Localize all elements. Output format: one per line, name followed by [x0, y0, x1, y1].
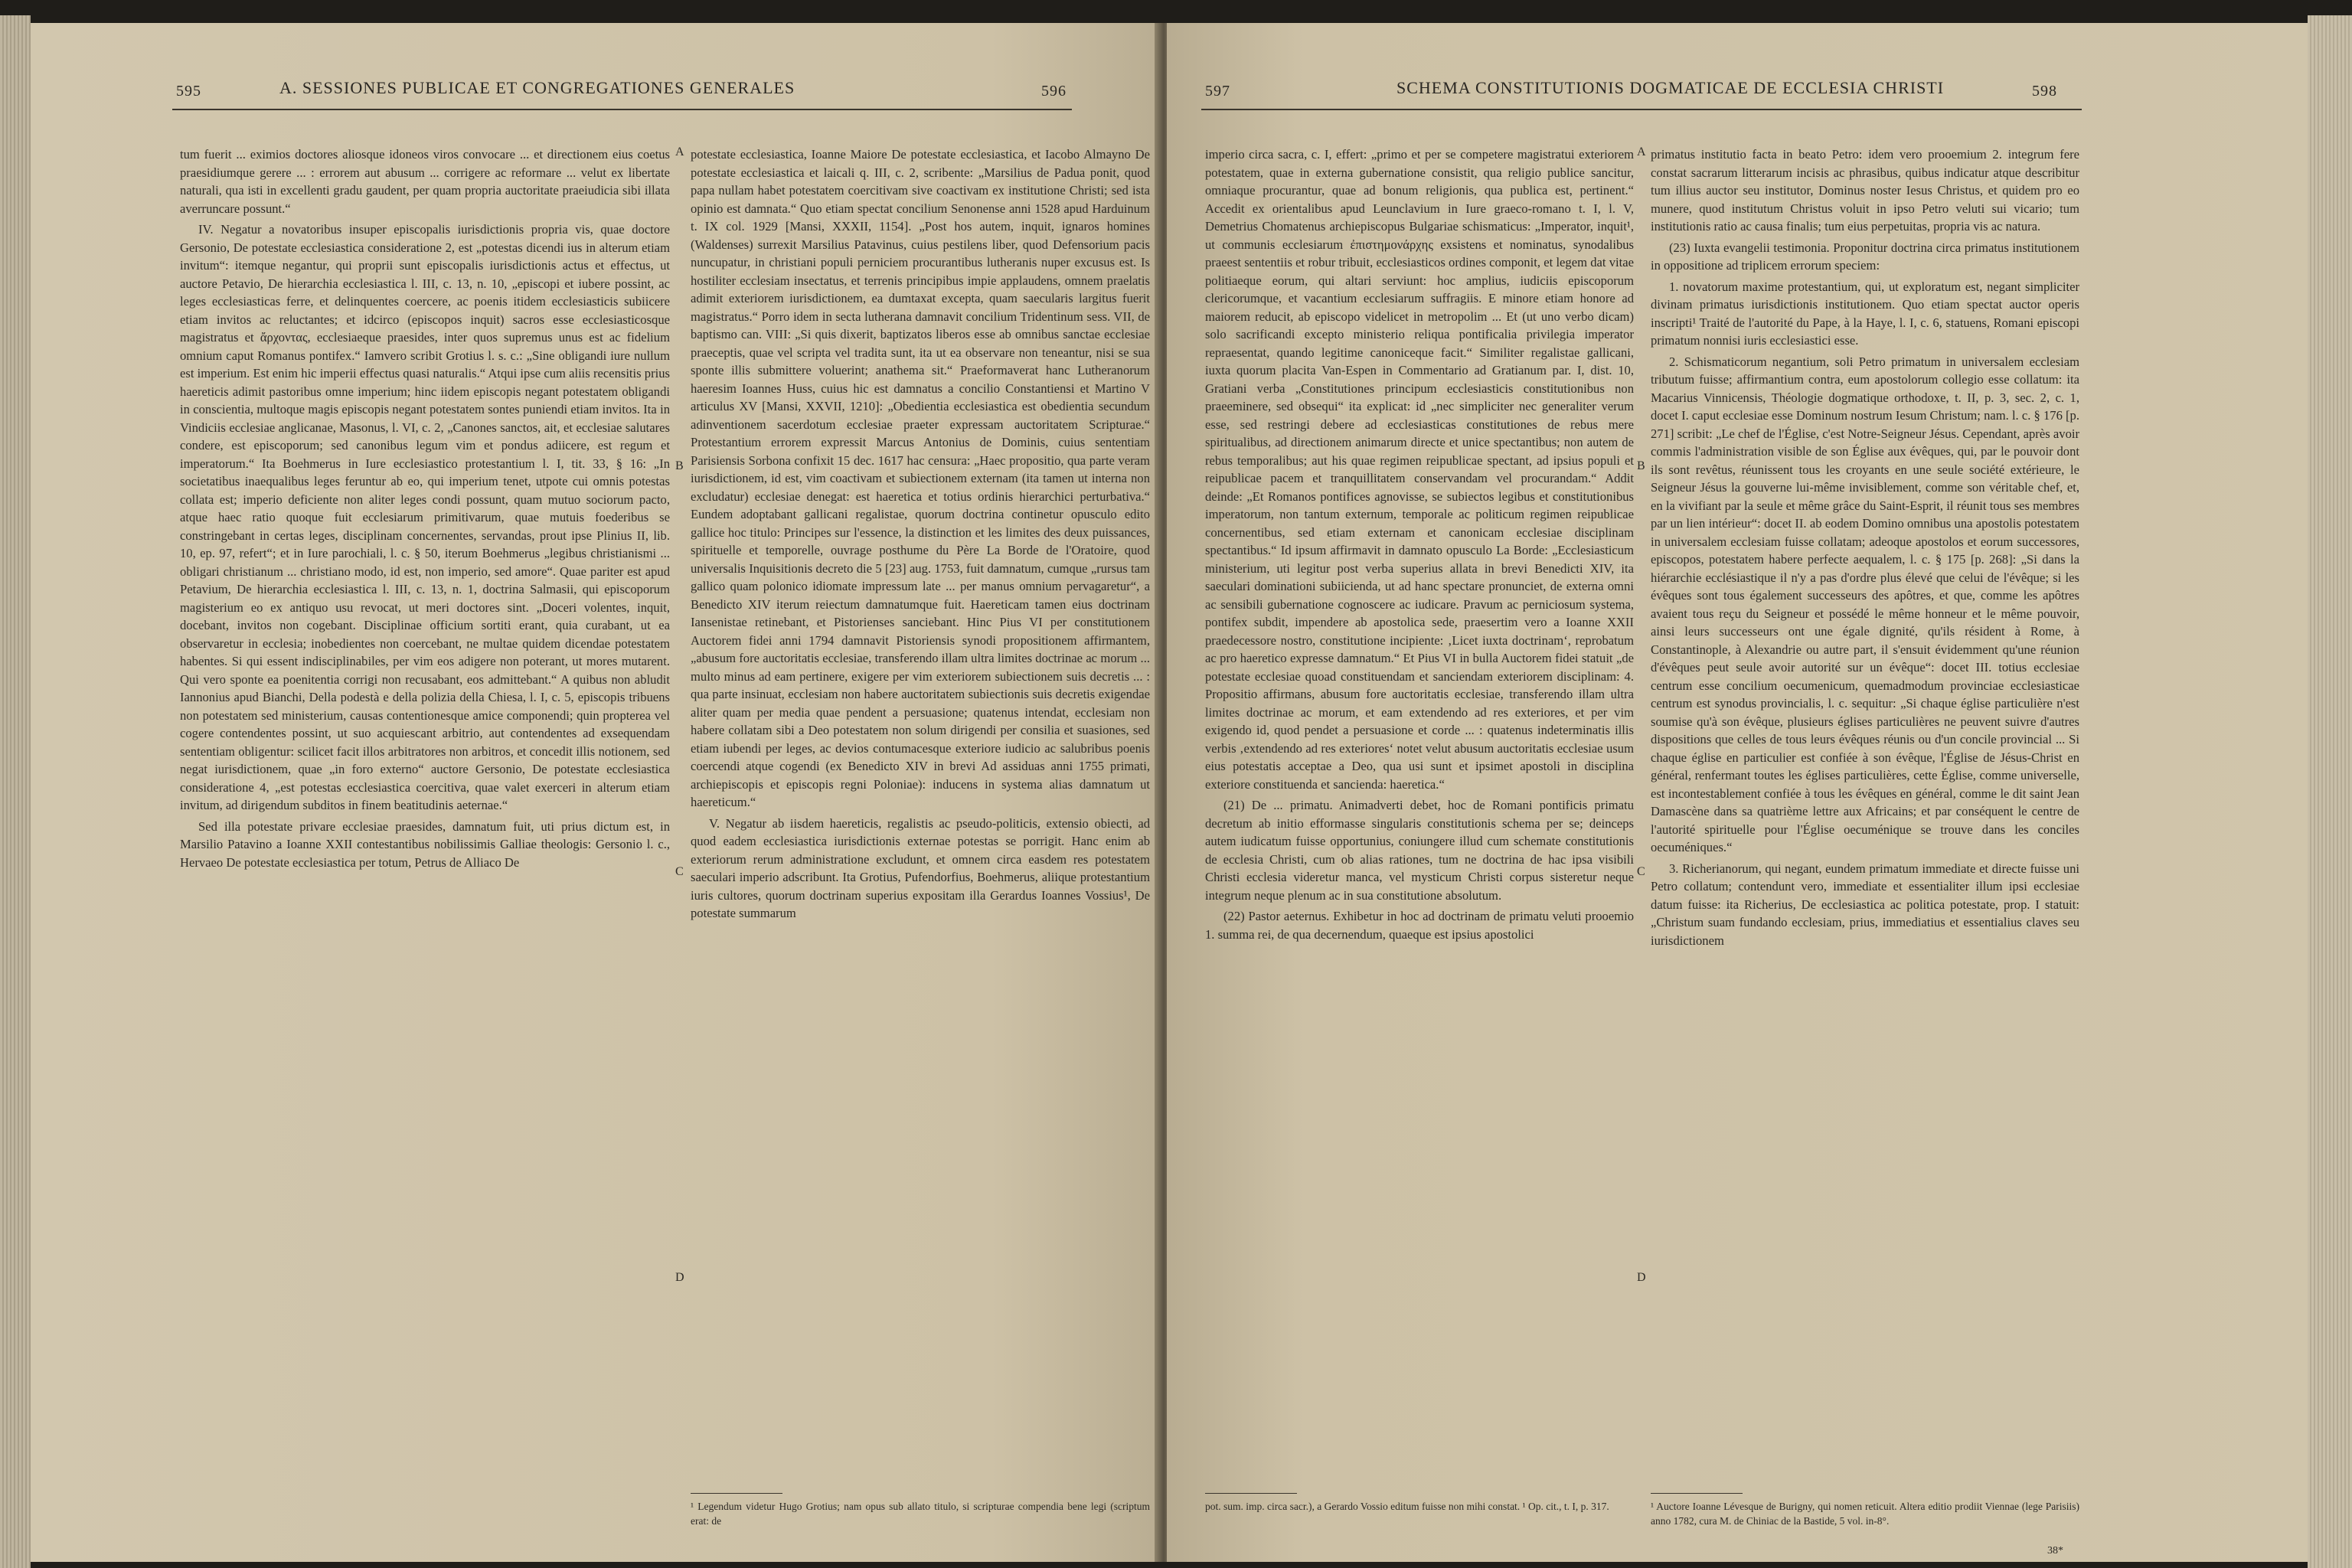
- paragraph: (22) Pastor aeternus. Exhibetur in hoc ad doctrinam de primatu veluti prooemio 1. summa rei, de qua decernendum, quaeque est ipsius apostolici: [1205, 909, 1634, 942]
- header-rule: [172, 109, 1072, 110]
- footnote-right: ¹ Auctore Ioanne Lévesque de Burigny, qui nomen reticuit. Altera editio prodiit Viennae (lege Parisiis) anno 1782, cura M. de Chiniac de la Bastide, 5 vol. in-8°.: [1651, 1501, 2079, 1527]
- paragraph: potestate ecclesiastica, Ioanne Maiore De potestate ecclesiastica, et Iacobo Almayno De potestate ecclesiastica et laicali q. III, c. 2, scribente: „Marsilius de Padua ponit, quod papa nullam habet potestatem coercitivam sive coactivam ex institutione Christi; sed ista opinio est damnata.“ Quo etiam spectat concilium Senonense anni 1528 apud Harduinum t. IX col. 1929 [Mansi, XXXII, 1154]. „Post hos autem, inquit, ignaros homines (Waldenses) surrexit Marsilius Patavinus, cuius pestilens liber, quod Defensorium pacis nuncupatur, in christiani populi perniciem procurantibus lutheranis nuper excusus est. Is hostiliter ecclesiam insectatus, et terrenis principibus impie applaudens, omnem praelatis adimit exteriorem iurisdictionem, ea dumtaxat excepta, quam saecularis largitus fuerit magistratus.“ Porro idem in secta lutherana damnavit concilium Tridentinum sess. VII, de baptismo can. VIII: „Si quis dixerit, baptizatos liberos esse ab omnibus sanctae ecclesiae praeceptis, quae vel scripta vel tradita sunt, ita ut ea observare non teneantur, nisi se sua sponte illis submittere voluerint; anathema sit.“ Praeformaverat hanc Lutheranorum haeresim Ioannes Huss, cuius hic est damnatus a concilio Constantiensi et Martino V articulus XV [Mansi, XXVII, 1210]: „Obedientia ecclesiastica est obedientia secundum adinventionem sacerdotum ecclesiae praeter expressam auctoritatem Scripturae.“ Protestantium errorem expressit Marcus Antonius de Dominis, cuius sententiam Parisiensis Sorbona confixit 15 dec. 1617 hac censura: „Haec propositio, qua parte veram iurisdictionem, id est, vim coactivam et subiectionem externam (ita tamen ut interna non excludatur) ecclesiae denegat: est haeretica et totius ordinis hierarchici perturbativa.“ Eundem adoptabant gallicani regalistae, quorum doctrina continetur opusculo edito gallice hoc titulo: Principes sur l'essence, la distinction et les limites des deux puissances, spirituelle et temporelle, ouvrage posthume du Père La Borde de l'Oratoire, quod universalis Inquisitionis decreto die 5 [23] aug. 1753, fuit damnatum, cumque „rursus tam gallico quam polonico idiomate impressum late ... per manus omnium pervagaretur“, a Benedicto XIV iterum reiectum damnatumque fuit. Haereticam tamen eius doctrinam Iansenistae retinebant, et Pistorienses sanciebant. Hinc Pius VI per constitutionem Auctorem fidei anni 1794 damnavit Pistoriensis synodi propositionem affirmantem, „abusum fore auctoritatis ecclesiae, transferendo illam ultra limites doctrinae ac morum ... multo minus ad eam pertinere, exigere per vim exteriorem subiectionem suis decretis ... : qua parte insinuat, ecclesiam non habere auctoritatem subiectionis suis decretis exigendae aliter quam per media quae pendent a persuasione; quatenus intendat, ecclesiam non habere collatam sibi a Deo potestatem non solum dirigendi per consilia et suasiones, sed etiam iubendi per leges, ac devios contumacesque exteriore iudicio ac salubribus poenis coercendi atque cogendi (ex Benedicto XIV in brevi Ad assiduas anni 1755 primati, archiepiscopis et episcopis regni Poloniae): inducens in systema alias damnatum ut haereticum.“: [691, 147, 1150, 809]
- margin-marker-c: C: [675, 865, 684, 878]
- left-page-header: [31, 78, 1161, 109]
- right-column-2: [1651, 145, 2079, 952]
- margin-marker-c: C: [1637, 865, 1645, 878]
- page-number-596: 596: [1041, 83, 1067, 100]
- footnote-rule: [1651, 1493, 1743, 1494]
- paragraph: V. Negatur ab iisdem haereticis, regalistis ac pseudo-politicis, extensio obiecti, ad quod eadem ecclesiastica iurisdictionis externae potestas se porrigit. Hanc enim ab exteriorum rerum administratione excludunt, et omnem circa easdem res potestatem saeculari imperio adscribunt. Ita Grotius, Pufendorfius, Boehmerus, aliique protestantium iuris cultores, quorum doctrinam superius expositam illa Gerardus Ioannes Vossius¹, De potestate summarum: [691, 815, 1150, 920]
- footnote-left: pot. sum. imp. circa sacr.), a Gerardo Vossio editum fuisse non mihi constat. ¹ Op. cit., t. I, p. 317.: [1205, 1501, 1609, 1512]
- margin-marker-a: A: [1637, 145, 1646, 158]
- paragraph: imperio circa sacra, c. I, effert: „primo et per se competere magistratui exteriorem potestatem, quae in externa gubernatione consistit, qua religio publice sancitur, omniaque procurantur, quae ad bonum religionis, qua publica est, pertinent.“ Accedit ex orientalibus apud Leunclavium in Iure graeco-romano t. I, l. V, Demetrius Chomatenus archiepiscopus Bulgariae schismaticus: „Imperator, inquit¹, ut communis ecclesiarum ἐπιστημονάρχης exsistens et nominatus, synodalibus praeest sententiis et robur tribuit, ecclesiasticos ordines componit, et legem dat vitae politiaeque eorum, qui altari serviunt: hoc amplius, iudiciis episcoporum clericorumque, et vacantium ecclesiarum suffragiis. E minore etiam honore ad maiorem reducit, ab episcopo videlicet in metropolim ... Et (ut uno verbo dicam) solo sacrificandi excepto ministerio reliqua pontificalia privilegia imperator repraesentat, quando legitime canoniceque facit.“ Similiter regalistae gallicani, iuxta quorum placita Van-Espen in Commentario ad Gratianum par. I, dist. 10, Gratiani verba „Constitutiones principum ecclesiasticis constitutionibus non praeeminere, sed obsequi“ ita explicat: id „nec simpliciter nec generaliter verum esse, sed restringi debere ad ecclesiasticas constitutiones de rebus mere spiritualibus, ad directionem animarum directe et unice spectantibus; non autem de rebus temporalibus; aut his quae regimen reipublicae spectant, ad ipsius populi et reipublicae pacem et tranquillitatem conservandam vel procurandam.“ Addit deinde: „Et Romanos pontifices agnovisse, se subiectos legibus et constitutionibus imperatorum, non tantum externum, temporale ac politicum regimen reipublicae concernentibus, sed etiam externam et canonicam ecclesiae disciplinam spectantibus.“ Id ipsum affirmavit in damnato opusculo La Borde: „Ecclesiasticum ministerium, uti legitur post verba superius allata in brevi Benedicti XIV, ita saeculari dominationi subiicienda, ut ad hanc spectare pronunciet, de externa omni ac sensibili gubernatione cognoscere ac iudicare. Pravum ac perniciosum systema, pontifex subdit, impendere ab apostolica sede, praesertim vero a Ioanne XXII praedecessore nostro, constitutione incipiente: ‚Licet iuxta doctrinam‘, reprobatum ac pro haeretico expresse damnatum.“ Et Pius VI in bulla Auctorem fidei statuit „de potestate ecclesiae quoad constituendam et sanciendam exteriorem disciplinam: 4. Propositio affirmans, abusum fore auctoritatis ecclesiae, transferendo illam ultra limites doctrinae ac morum, et eam extendendo ad res exteriores, et per vim exigendo id, quod pendet a persuasione et corde ... : quatenus indeterminatis illis verbis ‚extendendo ad res exteriores‘ notet velut abusum auctoritatis ecclesiae usum eius potestatis acceptae a Deo, qua usi sunt et ipsimet apostoli in disciplina exteriore constituenda et sancienda: haeretica.“: [1205, 147, 1634, 792]
- paragraph: IV. Negatur a novatoribus insuper episcopalis iurisdictionis propria vis, quae doctore Gersonio, De potestate ecclesiastica consideratione 2, est „potestas dicendi ius in alterum etiam invitum“: itemque negantur, qui proprii sunt episcopalis iurisdictionis actus et effectus, ut auctore Petavio, De hierarchia ecclesiastica l. III, c. 13, n. 10, „episcopi et iubere possint, ac leges ecclesiasticas ferre, et delinquentes coercere, ac poenis itidem ecclesiasticis subiicere etiam invitos ac reluctantes; et idcirco (episcopos inquit) sacros esse ecclesiasticosque magistratus et ἄρχοντας, ecclesiaeque praesides, inter quos supremus unus est ac fidelium omnium caput Romanus pontifex.“ Iamvero scribit Grotius l. s. c.: „Sine obligandi iure nullum est imperium. Est enim hic imperii effectus quasi naturalis.“ Atqui ipse cum aliis recensitis prius haereticis adimit pastoribus omne imperium; hinc iidem episcopis negant potestatem obligandi in conscientia, multoque magis episcopis negant potestatem sontes puniendi etiam invitos. Ita in Vindiciis ecclesiae anglicanae, Masonus, l. VI, c. 2, „Canones sanctos, ait, et ecclesiae salutares condere, est episcoporum; sed canonibus legum vim et pondus adiicere, est regum et imperatorum.“ Ita Boehmerus in Iure ecclesiastico protestantium l. I, tit. 33, § 16: „In societatibus inaequalibus leges feruntur ab eo, qui imperium tenet, utpote cui omnis potestas collata est; imperio deficiente non aliter leges condi possunt, quam mutuo sociorum pacto, atque haec ratio quoque fuit ecclesiarum primitivarum, quae mutuis foederibus se constringebant in certas leges, disciplinam concernentes, servandas, prout ipse Plinius II, lib. 10, ep. 97, refert“; et in Iure parochiali, l. c. § 50, iterum Boehmerus „legibus christianismi ... obligari christianum ... christiano modo, id est, non imperio, sed amore“. Quae pariter est apud Petavium, De hierarchia ecclesiastica l. III, c. 13, n. 1, doctrina Salmasii, qui episcoporum magisterium eo ex antiquo usu revocat, ut meri doctores sint. „Doceri volentes, inquit, docebant, invitos non cogebant. Disciplinae officium sortiti erant, quia curabant, ut ea observaretur in ecclesia; inobedientes non coercebant, ne multae quidem dicendae potestatem habentes. Si qui essent indisciplinabiles, per vim eos adigere non poterant, ut mores mutarent. Qui vero sponte ea poenitentia corrigi non recusabant, eos admittebant.“ A quibus non abludit Iannonius apud Bianchi, Della podestà e della polizia della Chiesa, l. I, c. 5, episcopis tribuens non potestatem sed ministerium, causas contentionesque amice componendi; quin propterea vel cogere contendentes possint, ut suo acquiescant arbitrio, aut contendentes ad exsequendam sententiam obligentur: scilicet facit illos arbitratores non arbitros, et concedit illis notionem, sed negat iurisdictionem, quae „in foro externo“ auctore Gersonio, De potestate ecclesiastica consideratione 4, „est potestas ecclesiastica coercitiva, quae valet exerceri in alterum etiam invitum, ad dirigendum subditos in finem beatitudinis aeternae.“: [180, 222, 670, 812]
- margin-marker-d: D: [675, 1271, 684, 1284]
- margin-marker-a: A: [675, 145, 684, 158]
- left-column-1: [180, 145, 670, 874]
- paragraph: (21) De ... primatu. Animadverti debet, hoc de Romani pontificis primatu decretum ab initio efformasse singularis constitutionis schema per se; deinceps autem iudicatum fuisse opportunius, coniungere illud cum schemate constitutionis de ecclesia Christi, cum ob alias rationes, tum ne doctrina de hac ipsa visibili Christi ecclesia videretur manca, vel mysticum Christi corpus sisteretur neque integrum neque plenum ac in sua constitutione absolutum.: [1205, 798, 1634, 903]
- right-page: [1167, 23, 2308, 1562]
- footnote: ¹ Legendum videtur Hugo Grotius; nam opus sub allato titulo, si scripturae compendia bene legi (scriptum erat: de: [691, 1501, 1150, 1527]
- running-title: SCHEMA CONSTITUTIONIS DOGMATICAE DE ECCLESIA CHRISTI: [1396, 78, 1945, 97]
- header-rule: [1201, 109, 2082, 110]
- paragraph: 3. Richerianorum, qui negant, eundem primatum immediate et directe fuisse uni Petro collatum; contendunt vero, immediate et essentialiter illum ipsi ecclesiae datum fuisse: ita Richerius, De ecclesiastica ac politica potestate, prop. I statuit: „Christum suam fundando ecclesiam, prius, immediatius et essentialius claves seu iurisdictionem: [1651, 861, 2079, 948]
- paragraph: Sed illa potestate privare ecclesiae praesides, damnatum fuit, uti prius dictum est, in Marsilio Patavino a Ioanne XXII contestantibus nobilissimis Galliae theologis: Gersonio l. c., Hervaeo De potestate ecclesiastica per totum, Petrus de Alliaco De: [180, 818, 670, 870]
- margin-marker-b: B: [1637, 459, 1645, 472]
- page-edges-left: [0, 15, 31, 1568]
- page-edges-right: [2308, 15, 2352, 1568]
- paragraph: tum fuerit ... eximios doctores aliosque idoneos viros convocare ... et directionem eius coetus praesidiumque gerere ... : errorem aut abusum ... corrigere ac reformare ... velut ex libertate naturali, qua isti in excellenti gradu gaudent, per quam propria auctoritate praeiudicia sibi illata averruncare possunt.“: [180, 147, 670, 216]
- paragraph: 1. novatorum maxime protestantium, qui, ut exploratum est, negant simpliciter divinam primatus iurisdictionis institutionem. Quo etiam spectat auctor operis inscripti¹ Traité de l'autorité du Pape, à la Haye, l. I, c. 6, statuens, Romani episcopi primatum nonnisi iuris ecclesiastici esse.: [1651, 279, 2079, 348]
- left-column-2: [691, 145, 1150, 926]
- margin-marker-b: B: [675, 459, 684, 472]
- paragraph: 2. Schismaticorum negantium, soli Petro primatum in universalem ecclesiam tributum fuisse; affirmantium contra, eum apostolorum collegio esse collatum: ita Macarius Vinnicensis, Théologie dogmatique orthodoxe, t. II, p. 3, sec. 2, c. 1, docet I. caput ecclesiae esse Dominum nostrum Iesum Christum; nam. l. c. § 176 [p. 271] scribit: „Le chef de l'Église, c'est Notre-Seigneur Jésus. Cependant, après avoir commis l'administration visible de son Église aux évêques, qui, par le pouvoir dont ils sont revêtus, réunissent tous les croyants en une seule société extérieure, le Seigneur Jésus la gouverne lui-même invisiblement, comme son véritable chef, et, en la vivifiant par la seule et même grâce du Saint-Esprit, il réunit tous ses membres par un lien intérieur“: docet II. ab eodem Domino omnibus una apostolis potestatem in universalem ecclesiam fuisse collatam; adeoque apostolos et eorum successores, episcopos, potestatem habere perfecte aequalem, l. c. § 175 [p. 268]: „Si dans la hiérarchie ecclésiastique il n'y a pas d'ordre plus élevé que celui de l'évêque; si les évêques sont tous également successeurs des apôtres, et que, comme les apôtres avaient tous reçu du Seigneur et possédé le même honneur et le même pouvoir, ainsi leurs successeurs ont une égale dignité, qu'ils résident à Rome, à Constantinople, à Alexandrie ou autre part, il s'ensuit évidemment qu'une réunion d'évêques peut seule avoir autorité sur un évêque“: docet III. totius ecclesiae centrum esse concilium oecumenicum, quemadmodum provinciae ecclesiasticae centrum est synodus provincialis, l. c. sequitur: „Si chaque église particulière n'est soumise qu'à son évêque, plusieurs églises particulières ne peuvent suivre d'autres dispositions que celles de tous leurs évêques réunis ou d'un concile provincial ... Si chaque église en particulier est confiée à son évêque, l'Église de Jésus-Christ en général, renfermant toutes les églises particulières, cette Église, comme universelle, est incontestablement confiée à tous les évêques en général, comme le dit saint Jean Damascène dans sa quatrième lettre aux Africains; et par conséquent le centre de l'autorité spirituelle pour l'Église oecuménique se trouve dans les conciles oecuméniques.“: [1651, 354, 2079, 854]
- page-number-595: 595: [176, 83, 201, 100]
- running-title: A. SESSIONES PUBLICAE ET CONGREGATIONES GENERALES: [279, 78, 795, 97]
- left-page: [31, 23, 1161, 1562]
- signature-mark: 38*: [2047, 1545, 2063, 1557]
- paragraph: (23) Iuxta evangelii testimonia. Proponitur doctrina circa primatus institutionem in oppositione ad triplicem errorum speciem:: [1651, 240, 2079, 273]
- margin-marker-d: D: [1637, 1271, 1646, 1284]
- footnote-rule: [691, 1493, 782, 1494]
- page-number-597: 597: [1205, 83, 1230, 100]
- footnote-rule: [1205, 1493, 1297, 1494]
- page-number-598: 598: [2032, 83, 2057, 100]
- right-column-1: [1205, 145, 1634, 946]
- right-page-header: [1167, 78, 2308, 109]
- paragraph: primatus institutio facta in beato Petro: idem vero prooemium 2. integrum fere constat sacrarum litterarum incisis ac phrasibus, quibus indicatur atque describitur tum illius auctor seu institutor, Dominus noster Iesus Christus, et quidem pro eo munere, quod institutum Christus voluit in ipso Petro veluti sui vicario; tum institutionis ratio ac causa finalis; tum eius perpetuitas, propria vis ac natura.: [1651, 147, 2079, 234]
